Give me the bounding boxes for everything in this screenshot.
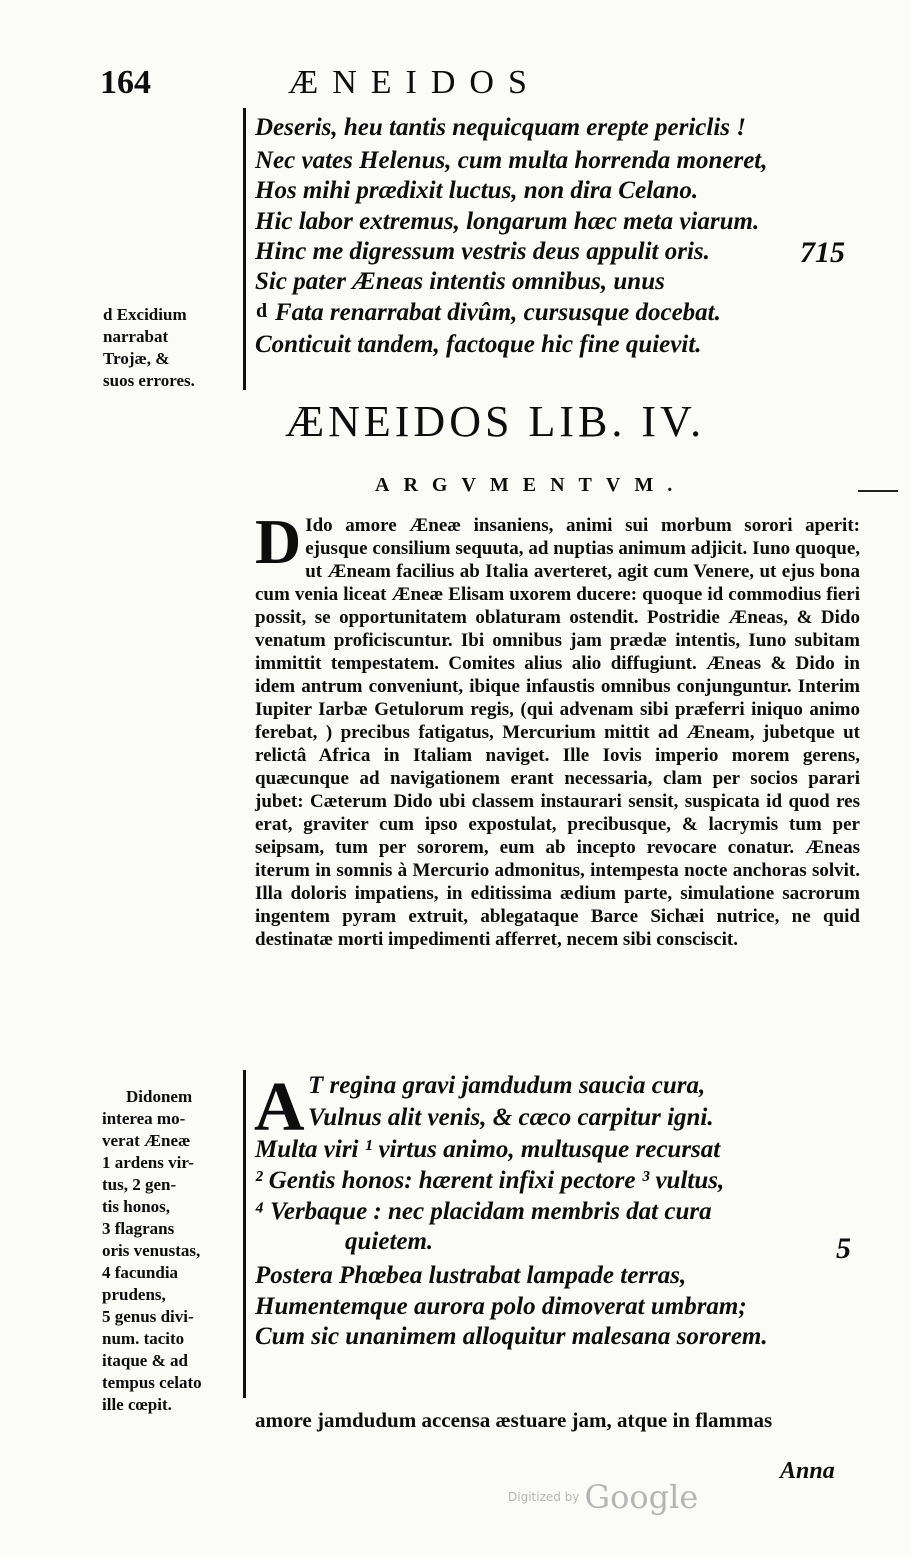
margin-note-bottom [102,1086,202,1416]
margin-note-line: itaque & ad [102,1351,188,1370]
google-logo: Google [584,1478,699,1516]
verse-line: Hos mihi prædixit luctus, non dira Celano. [255,177,699,204]
line-number-bottom: 5 [836,1232,851,1265]
margin-note-line: tempus celato [102,1373,202,1392]
verse-line: ⁴ Verbaque : nec placidam membris dat cura [255,1198,712,1225]
margin-note-line: suos errores. [103,371,195,390]
column-rule-bottom [243,1070,246,1398]
verse-line: Cum sic unanimem alloquitur malesana sororem. [255,1323,768,1350]
verse-line: Nec vates Helenus, cum multa horrenda moneret, [255,147,768,174]
verse-line: Hic labor extremus, longarum hæc meta viarum. [255,208,760,235]
margin-note-line: oris venustas, [102,1241,201,1260]
margin-note-line: 1 ardens vir- [102,1153,194,1172]
verse-line: ² Gentis honos: hærent infixi pectore ³ vultus, [255,1167,725,1194]
book-title: ÆNEIDOS LIB. IV. [285,397,706,446]
drop-cap-a: A [254,1069,305,1146]
verse-line: Conticuit tandem, factoque hic fine quievit. [255,331,702,358]
page-number: 164 [100,64,151,101]
argument-text [255,506,860,951]
digitized-watermark [508,1478,698,1516]
margin-note-line: narrabat [103,327,169,346]
drop-cap-d: D [255,506,302,577]
margin-note-line: Didonem [126,1087,193,1106]
margin-note-line: prudens, [102,1285,166,1304]
watermark-prefix: Digitized by [508,1490,580,1504]
verse-line: Multa viri ¹ virtus animo, multusque recursat [255,1136,721,1163]
margin-note-line: 3 flagrans [102,1219,175,1238]
argument-body: Ido amore Æneæ insaniens, animi sui morbum sorori aperit: ejusque consilium sequuta, ad nuptias animum adjicit. Iuno quoque, ut Æneam facilius ab Italia averteret, agit cum Venere, ut ejus bona cum venia liceat Æneæ Elisam uxorem ducere: quoque id commodius fieri possit, se opportunitatem oblaturam ostendit. Postridie Æneas, & Dido venatum proficiscuntur. Ibi omnibus jam prædæ intentis, Iuno subitam immittit tempestatem. Comites alius alio diffugiunt. Æneas & Dido in idem antrum conveniunt, ibique infaustis omnibus conjunguntur. Interim Iupiter Iarbæ Getulorum regis, (qui advenam sibi præferri iniquo animo ferebat, ) precibus fatigatus, Mercurium mittit ad Æneam, jubetque ut relictâ Africa in Italiam naviget. Ille Iovis imperio morem gerens, quæcunque ad navigationem erant necessaria, clam per socios parari jubet: Cæterum Dido ubi classem instaurari sensit, suspicata id quod res erat, graviter cum ipso expostulat, precibusque, & lacrymis tum per seipsam, tum per sororem, eum ab incepto revocare conatur. Æneas iterum in somnis à Mercurio admonitus, intempesta nocte anchoras solvit. Illa doloris impatiens, in editissima ædium parte, simulatione sacrorum ingentem pyram extruit, ablegataque Barce Sichæi nutrice, ne quid destinatæ morti impedimenti afferret, necem sibi consciscit. [255,515,860,950]
margin-note-line: verat Æneæ [102,1131,191,1150]
continuation-text: amore jamdudum accensa æstuare jam, atque in flammas [255,1408,773,1432]
margin-note-line: 5 genus divi- [102,1307,194,1326]
column-rule-top [243,108,246,390]
argument-heading: ARGVMENTVM. [375,474,687,496]
verse-line: quietem. [345,1228,434,1255]
margin-note-line: d Excidium [103,305,187,324]
margin-note-line: 4 facundia [102,1263,179,1282]
verse-line: Fata renarrabat divûm, cursusque docebat. [275,299,721,326]
verse-line: Vulnus alit venis, & cæco carpitur igni. [308,1104,714,1131]
margin-note-top [103,304,195,392]
verse-line: Deseris, heu tantis nequicquam erepte periclis ! [255,114,746,141]
margin-note-line: ille cœpit. [102,1395,172,1414]
line-number-top: 715 [800,236,845,269]
verse-line: Humentemque aurora polo dimoverat umbram; [255,1293,747,1320]
margin-note-line: tis honos, [102,1197,171,1216]
verse-line: T regina gravi jamdudum saucia cura, [308,1072,706,1099]
catchword: Anna [780,1458,835,1484]
running-title: ÆNEIDOS [288,64,541,101]
verse-line: Postera Phœbea lustrabat lampade terras, [255,1262,687,1289]
verse-line: Sic pater Æneas intentis omnibus, unus [255,268,665,295]
margin-note-line: tus, 2 gen- [102,1175,177,1194]
margin-note-line: num. tacito [102,1329,185,1348]
margin-note-line: interea mo- [102,1109,186,1128]
margin-note-line: Trojæ, & [103,349,170,368]
margin-dash [858,490,898,492]
footnote-marker-d: d [256,300,268,322]
verse-line: Hinc me digressum vestris deus appulit oris. [255,238,710,265]
